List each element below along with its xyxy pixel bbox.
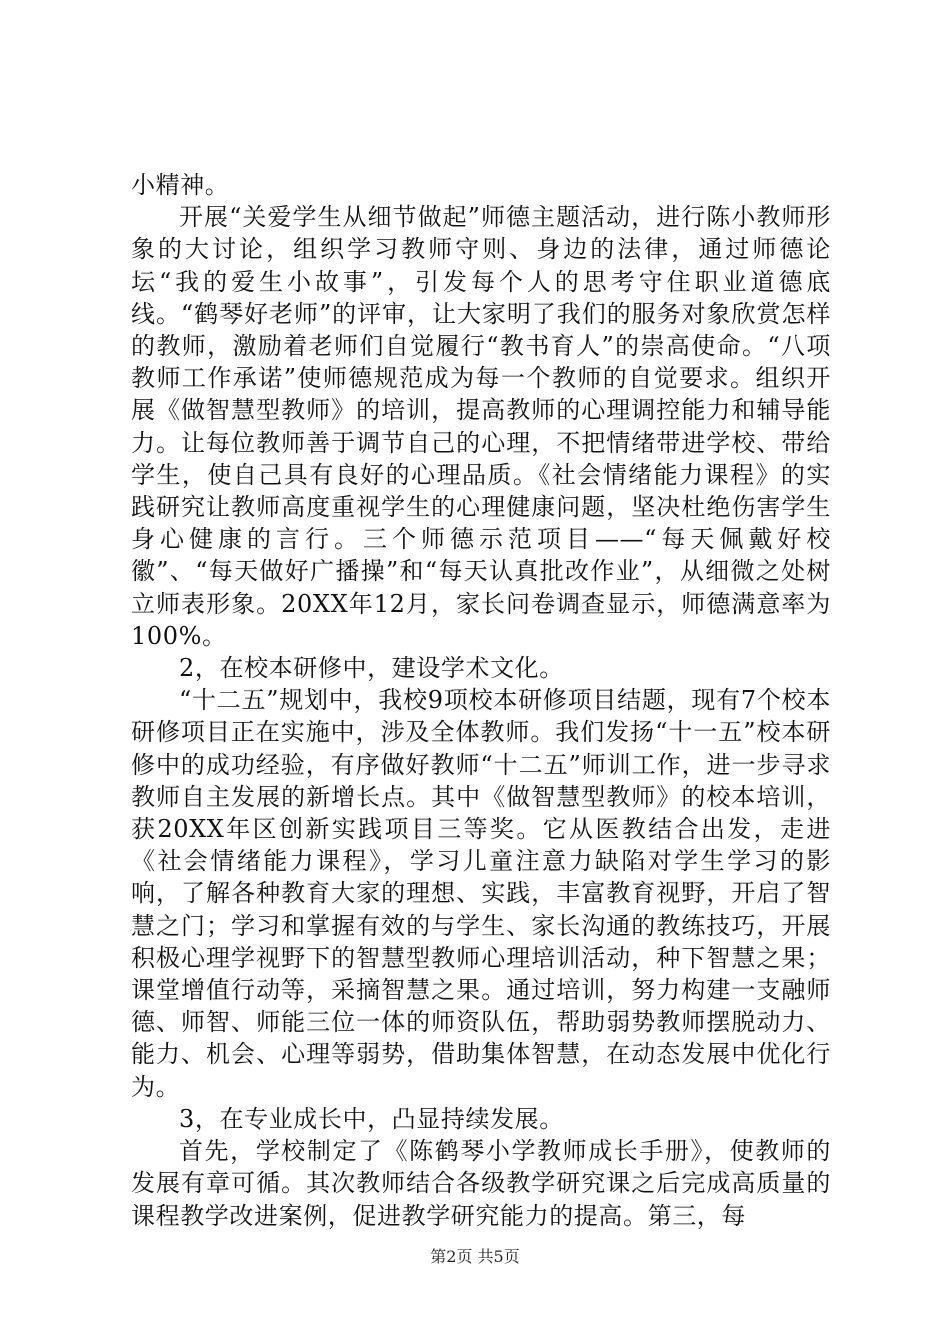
heading-professional-growth: 3，在专业成长中，凸显持续发展。 [179,1104,564,1133]
heading-school-based-research: 2，在校本研修中，建设学术文化。 [179,654,564,683]
document-body [131,169,831,1232]
paragraph-school-based-research: “十二五”规划中，我校9项校本研修项目结题，现有7个校本研修项目正在实施中，涉及全体教师。我们发扬“十一五”校本研修中的成功经验，有序做好教师“十二五”师训工作，进一步寻求教师自主发展的新增长点。其中《做智慧型教师》的校本培训，获20XX年区创新实践项目三等奖。它从医教结合出发，走进《社会情绪能力课程》，学习儿童注意力缺陷对学生学习的影响，了解各种教育大家的理想、实践，丰富教育视野，开启了智慧之门；学习和掌握有效的与学生、家长沟通的教练技巧，开展积极心理学视野下的智慧型教师心理培训活动，种下智慧之果；课堂增值行动等，采摘智慧之果。通过培训，努力构建一支融师德、师智、师能三位一体的师资队伍，帮助弱势教师摆脱动力、能力、机会、心理等弱势，借助集体智慧，在动态发展中优化行为。 [131,686,831,1101]
paragraph-continuation: 小精神。 [131,171,230,199]
page-number-footer: 第2页 共5页 [430,1247,520,1266]
paragraph-professional-growth: 首先，学校制定了《陈鹤琴小学教师成长手册》，使教师的发展有章可循。其次教师结合各级教学研究课之后完成高质量的课程教学改进案例，促进教学研究能力的提高。第三，每 [131,1137,831,1230]
paragraph-teacher-ethics: 开展“关爱学生从细节做起”师德主题活动，进行陈小教师形象的大讨论，组织学习教师守则、身边的法律，通过师德论坛“我的爱生小故事”，引发每个人的思考守住职业道德底线。“鹤琴好老师”的评审，让大家明了我们的服务对象欣赏怎样的教师，激励着老师们自觉履行“教书育人”的崇高使命。“八项教师工作承诺”使师德规范成为每一个教师的自觉要求。组织开展《做智慧型教师》的培训，提高教师的心理调控能力和辅导能力。让每位教师善于调节自己的心理，不把情绪带进学校、带给学生，使自己具有良好的心理品质。《社会情绪能力课程》的实践研究让教师高度重视学生的心理健康问题，坚决杜绝伤害学生身心健康的言行。三个师德示范项目——“每天佩戴好校徽”、“每天做好广播操”和“每天认真批改作业”，从细微之处树立师表形象。20XX年12月，家长问卷调查显示，师德满意率为100%。 [131,203,831,650]
